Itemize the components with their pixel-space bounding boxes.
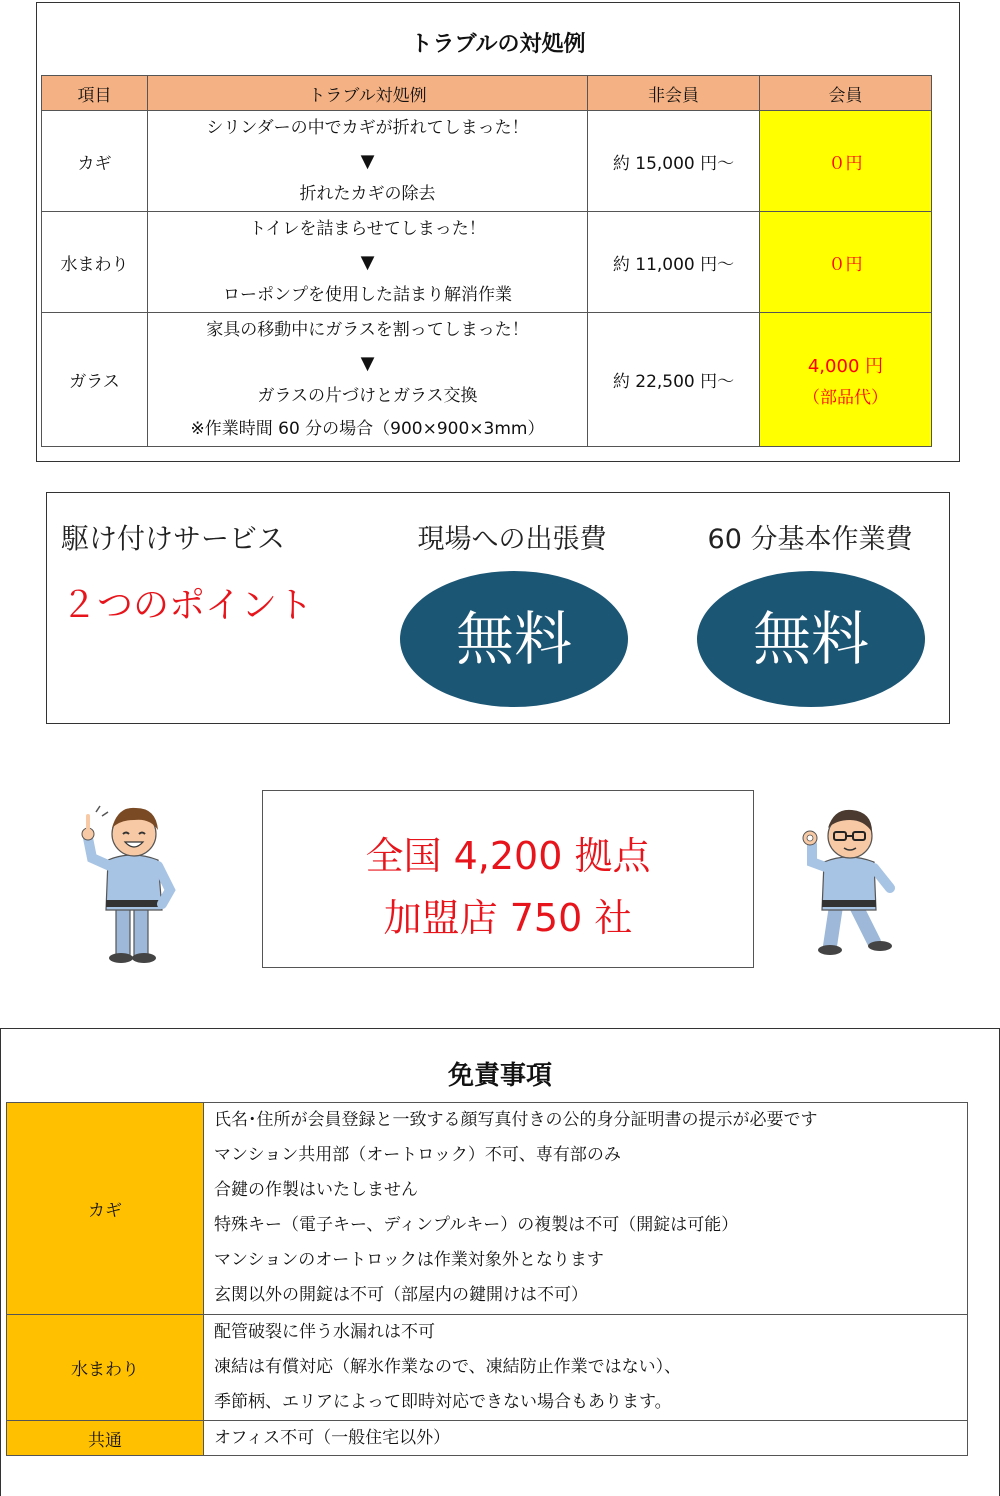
- trouble-examples-section: [36, 2, 960, 462]
- example-line: シリンダーの中でカギが折れてしまった！: [206, 117, 529, 138]
- disclaimer-item: オフィス不可（一般住宅以外）: [214, 1428, 451, 1448]
- disclaimer-section: [0, 1028, 1000, 1496]
- disclaimer-item: 特殊キー（電子キー、ディンプルキー）の複製は不可（開錠は可能）: [214, 1215, 739, 1235]
- network-locations: 全国 4,200 拠点: [365, 834, 651, 878]
- table-row: [7, 1421, 968, 1456]
- row-nonmember-price: 約 11,000 円～: [588, 212, 760, 313]
- disclaimer-items: [204, 1103, 968, 1315]
- disclaimer-item: マンション共用部（オートロック）不可、専有部のみ: [214, 1145, 621, 1165]
- basic-work-fee-free-badge: 無料: [697, 571, 925, 707]
- table-row: [42, 212, 932, 313]
- header-item: 項目: [42, 76, 148, 111]
- down-arrow-icon: ▼: [360, 150, 375, 172]
- disclaimer-category: 水まわり: [7, 1315, 204, 1421]
- row-nonmember-price: 約 15,000 円～: [588, 111, 760, 212]
- disclaimer-item: マンションのオートロックは作業対象外となります: [214, 1250, 604, 1270]
- points-label: ２つのポイント: [61, 585, 314, 626]
- example-line: 折れたカギの除去: [299, 183, 436, 204]
- member-price-note: （部品代）: [803, 388, 888, 408]
- service-points-section: [46, 492, 950, 724]
- example-note: ※作業時間 60 分の場合（900×900×3mm）: [190, 418, 545, 439]
- nationwide-network-box: [262, 790, 754, 968]
- header-member: 会員: [760, 76, 932, 111]
- service-label: 駆け付けサービス: [61, 522, 286, 555]
- disclaimer-item: 季節柄、エリアによって即時対応できない場合もあります。: [214, 1392, 672, 1412]
- row-example: [148, 111, 588, 212]
- row-example: [148, 313, 588, 447]
- disclaimer-items: [204, 1421, 968, 1456]
- down-arrow-icon: ▼: [360, 251, 375, 273]
- travel-fee-label: 現場への出張費: [417, 524, 607, 555]
- row-item: カギ: [42, 111, 148, 212]
- table-row: [7, 1103, 968, 1315]
- worker-pointing-illustration: [78, 794, 188, 966]
- header-example: トラブル対処例: [148, 76, 588, 111]
- example-line: トイレを詰まらせてしまった！: [249, 218, 486, 239]
- row-item: 水まわり: [42, 212, 148, 313]
- disclaimer-item: 配管破裂に伴う水漏れは不可: [214, 1322, 435, 1342]
- trouble-title: トラブルの対処例: [410, 32, 586, 57]
- table-row: [7, 1315, 968, 1421]
- trouble-table-header: [42, 76, 932, 111]
- row-member-price: ０円: [760, 212, 932, 313]
- worker-ok-sign-illustration: [790, 796, 910, 960]
- disclaimer-category: カギ: [7, 1103, 204, 1315]
- disclaimer-table: [6, 1102, 968, 1456]
- row-nonmember-price: 約 22,500 円～: [588, 313, 760, 447]
- network-member-stores: 加盟店 750 社: [383, 896, 633, 940]
- header-nonmember: 非会員: [588, 76, 760, 111]
- travel-fee-free-badge: 無料: [400, 571, 628, 707]
- example-line: ローポンプを使用した詰まり解消作業: [223, 284, 512, 305]
- row-member-price: ０円: [760, 111, 932, 212]
- disclaimer-item: 凍結は有償対応（解氷作業なので、凍結防止作業ではない）、: [214, 1357, 682, 1377]
- disclaimer-item: 氏名･住所が会員登録と一致する顔写真付きの公的身分証明書の提示が必要です: [214, 1110, 818, 1130]
- disclaimer-item: 玄関以外の開錠は不可（部屋内の鍵開けは不可）: [214, 1285, 588, 1305]
- disclaimer-item: 合鍵の作製はいたしません: [214, 1180, 418, 1200]
- row-example: [148, 212, 588, 313]
- table-row: [42, 111, 932, 212]
- table-row: [42, 313, 932, 447]
- down-arrow-icon: ▼: [360, 352, 375, 374]
- disclaimer-category: 共通: [7, 1421, 204, 1456]
- trouble-table: [41, 75, 932, 447]
- disclaimer-items: [204, 1315, 968, 1421]
- example-line: ガラスの片づけとガラス交換: [257, 385, 478, 406]
- basic-work-fee-label: 60 分基本作業費: [707, 524, 913, 555]
- row-member-price: [760, 313, 932, 447]
- disclaimer-title: 免責事項: [447, 1061, 552, 1091]
- row-item: ガラス: [42, 313, 148, 447]
- member-price-value: 4,000 円: [807, 356, 884, 377]
- example-line: 家具の移動中にガラスを割ってしまった！: [206, 319, 529, 340]
